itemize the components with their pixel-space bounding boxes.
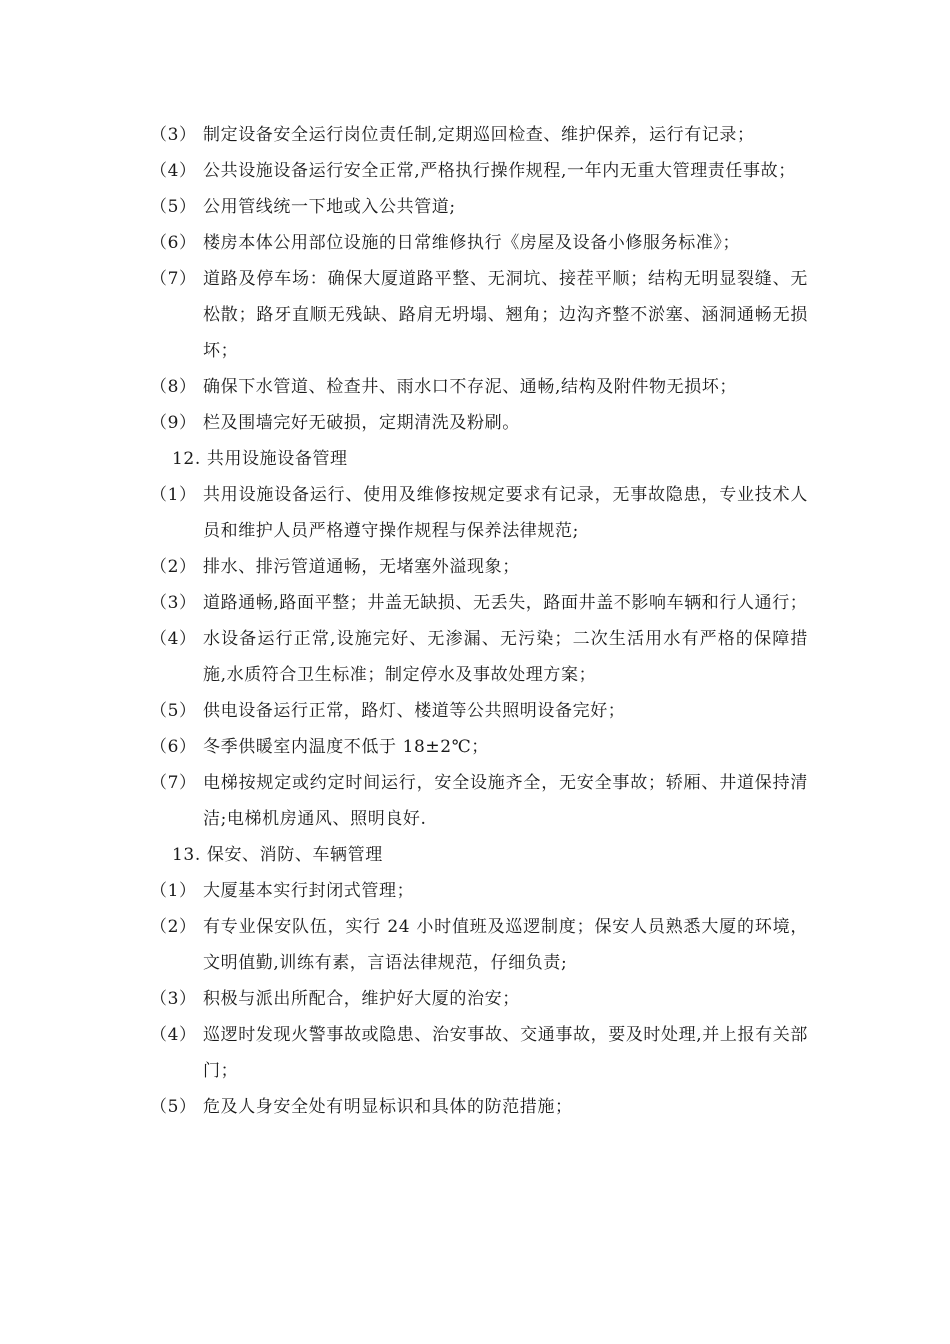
list-item [0, 729, 808, 765]
item-text: 共用设施设备运行、使用及维修按规定要求有记录，无事故隐患，专业技术人员和维护人员严格遵守操作规程与保养法律规范; [203, 485, 808, 541]
list-item [0, 405, 808, 441]
list-item [0, 261, 808, 369]
item-text: 确保下水管道、检查井、雨水口不存泥、通畅,结构及附件物无损坏； [203, 377, 738, 397]
list-item [0, 189, 808, 225]
section-heading: 13. 保安、消防、车辆管理 [172, 845, 383, 865]
item-text: 楼房本体公用部位设施的日常维修执行《房屋及设备小修服务标准》； [203, 233, 741, 253]
item-text: 水设备运行正常,设施完好、无渗漏、无污染；二次生活用水有严格的保障措施,水质符合卫生标准；制定停水及事故处理方案； [203, 629, 808, 685]
section-heading: 12. 共用设施设备管理 [172, 449, 348, 469]
item-text: 道路及停车场：确保大厦道路平整、无洞坑、接茬平顺；结构无明显裂缝、无松散；路牙直顺无残缺、路肩无坍塌、翘角；边沟齐整不淤塞、涵洞通畅无损坏； [203, 269, 808, 361]
list-item [0, 117, 808, 153]
list-item [0, 369, 808, 405]
item-number: （1） [150, 485, 197, 505]
list-item [0, 153, 808, 189]
list-item [0, 621, 808, 693]
item-text: 大厦基本实行封闭式管理； [203, 881, 415, 901]
item-text: 有专业保安队伍，实行 24 小时值班及巡逻制度；保安人员熟悉大厦的环境，文明值勤,训练有素，言语法律规范，仔细负责; [203, 917, 808, 973]
list-item [0, 225, 808, 261]
item-text: 危及人身安全处有明显标识和具体的防范措施； [203, 1097, 573, 1117]
item-text: 积极与派出所配合，维护好大厦的治安； [203, 989, 520, 1009]
item-text: 公共设施设备运行安全正常,严格执行操作规程,一年内无重大管理责任事故； [203, 161, 796, 181]
item-number: （1） [150, 881, 197, 901]
list-item [0, 549, 808, 585]
item-number: （4） [150, 1025, 197, 1045]
item-text: 栏及围墙完好无破损，定期清洗及粉刷。 [203, 413, 520, 433]
item-number: （3） [150, 593, 197, 613]
list-item [0, 585, 808, 621]
item-number: （7） [150, 773, 197, 793]
item-number: （5） [150, 1097, 197, 1117]
item-number: （5） [150, 197, 197, 217]
item-number: （6） [150, 233, 197, 253]
item-text: 制定设备安全运行岗位责任制,定期巡回检查、维护保养，运行有记录； [203, 125, 755, 145]
item-number: （7） [150, 269, 197, 289]
item-number: （4） [150, 161, 197, 181]
item-number: （9） [150, 413, 197, 433]
list-item [0, 909, 808, 981]
list-item [0, 765, 808, 837]
item-text: 排水、排污管道通畅，无堵塞外溢现象； [203, 557, 520, 577]
list-item [0, 873, 808, 909]
list-item [0, 1017, 808, 1089]
item-text: 道路通畅,路面平整；井盖无缺损、无丢失，路面井盖不影响车辆和行人通行； [203, 593, 808, 613]
item-number: （5） [150, 701, 197, 721]
list-item [0, 1089, 808, 1125]
list-item [0, 981, 808, 1017]
item-number: （8） [150, 377, 197, 397]
item-text: 供电设备运行正常，路灯、楼道等公共照明设备完好； [203, 701, 626, 721]
item-number: （2） [150, 917, 197, 937]
item-text: 巡逻时发现火警事故或隐患、治安事故、交通事故，要及时处理,并上报有关部门； [203, 1025, 808, 1081]
list-item [0, 693, 808, 729]
item-text: 电梯按规定或约定时间运行，安全设施齐全，无安全事故；轿厢、井道保持清洁;电梯机房通风、照明良好. [203, 773, 808, 829]
item-text: 冬季供暖室内温度不低于 18±2℃； [203, 737, 489, 757]
item-number: （6） [150, 737, 197, 757]
item-number: （4） [150, 629, 197, 649]
item-text: 公用管线统一下地或入公共管道; [203, 197, 456, 217]
item-number: （3） [150, 125, 197, 145]
item-number: （2） [150, 557, 197, 577]
document-page [0, 117, 950, 1125]
item-number: （3） [150, 989, 197, 1009]
list-item [0, 477, 808, 549]
